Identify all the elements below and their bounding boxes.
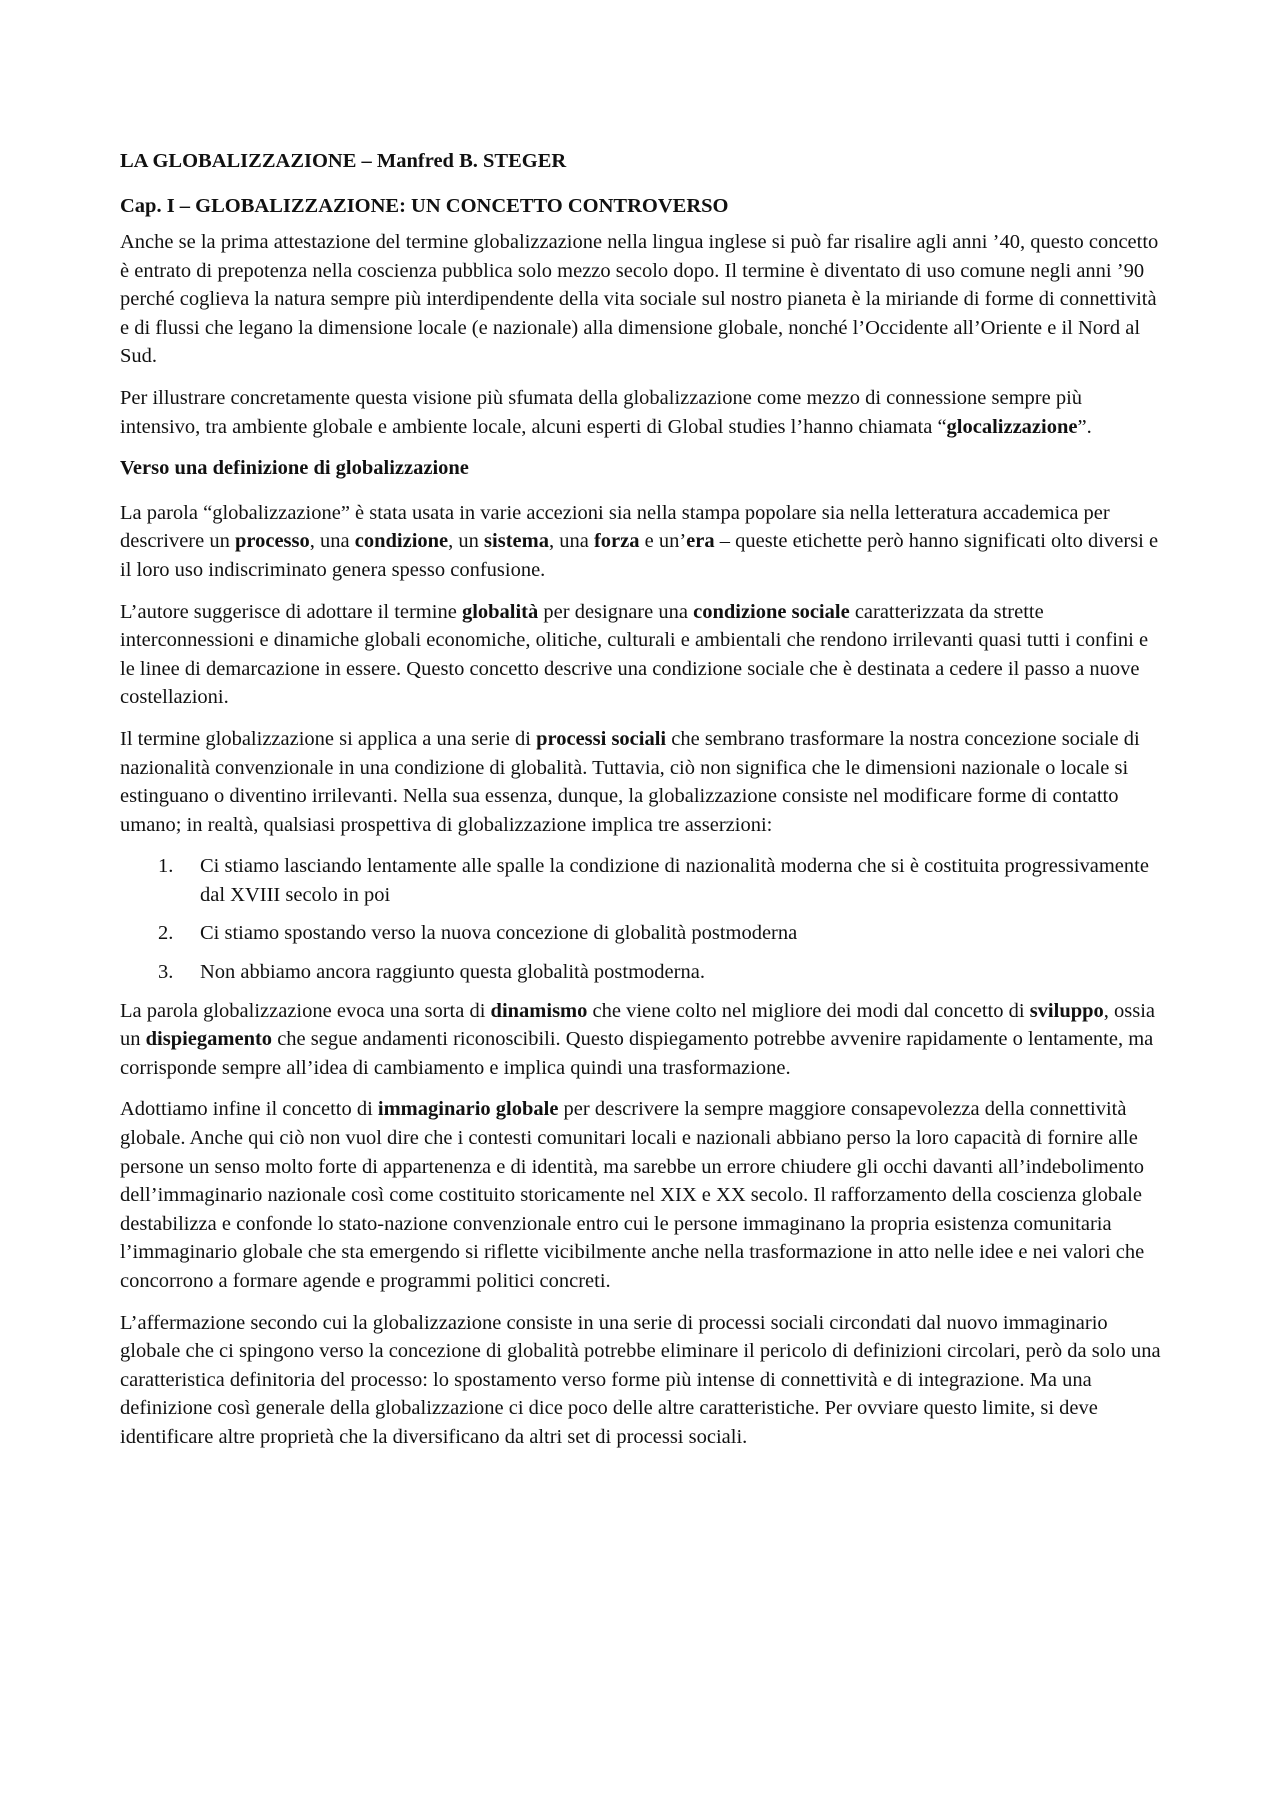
- bold-term: glocalizzazione: [946, 415, 1078, 438]
- text-span: per designare una: [538, 600, 694, 623]
- text-span: , una: [548, 530, 594, 553]
- bold-term: forza: [593, 530, 640, 553]
- text-span: che viene colto nel migliore dei modi dal concetto di: [587, 999, 1030, 1022]
- numbered-list: [120, 852, 1165, 986]
- text-span: , una: [309, 530, 355, 553]
- paragraph-1: Anche se la prima attestazione del termine globalizzazione nella lingua inglese si può far risalire agli anni ’40, questo concetto è entrato di prepotenza nella coscienza pubblica solo mezzo secolo dopo. Il termine è diventato di uso comune negli anni ’90 perché coglieva la natura sempre più interdipendente della vita sociale sul nostro pianeta è la miriande di forme di connettività e di flussi che legano la dimensione locale (e nazionale) alla dimensione globale, nonché l’Occidente all’Oriente e il Nord al Sud.: [120, 231, 1159, 368]
- bold-term: globalità: [461, 600, 539, 623]
- bold-term: condizione: [354, 530, 449, 553]
- bold-term: dinamismo: [490, 999, 588, 1022]
- bold-term: processo: [234, 530, 310, 553]
- list-number: 3.: [158, 961, 174, 984]
- paragraph-3: [120, 499, 1165, 585]
- list-item-text: Non abbiamo ancora raggiunto questa globalità postmoderna.: [200, 961, 705, 984]
- list-item-text: Ci stiamo lasciando lentamente alle spalle la condizione di nazionalità moderna che si è costituita progressivamente dal XVIII secolo in poi: [200, 855, 1149, 906]
- bold-term: processi sociali: [536, 727, 667, 750]
- bold-term: sistema: [484, 530, 549, 553]
- bold-term: immaginario globale: [377, 1098, 559, 1121]
- list-item: [120, 852, 1165, 909]
- bold-term: dispiegamento: [145, 1028, 273, 1051]
- text-span: L’autore suggerisce di adottare il termine: [120, 600, 462, 623]
- list-item: [120, 919, 1165, 948]
- paragraph-6: [120, 997, 1165, 1083]
- text-span: La parola “globalizzazione” è stata usata in varie accezioni sia nella stampa popolare sia nella letteratura accademica per descrivere un: [120, 501, 1110, 553]
- list-item-text: Ci stiamo spostando verso la nuova concezione di globalità postmoderna: [200, 922, 798, 945]
- text-span: Per illustrare concretamente questa visione più sfumata della globalizzazione come mezzo di connessione sempre più intensivo, tra ambiente globale e ambiente locale, alcuni esperti di Global studies l’hanno chiamata “: [120, 386, 1083, 438]
- text-span: , un: [448, 530, 485, 553]
- document-page: [120, 147, 1165, 1465]
- text-span: ”.: [1077, 415, 1092, 438]
- text-span: e un’: [639, 530, 687, 553]
- text-span: Il termine globalizzazione si applica a una serie di: [120, 727, 537, 750]
- paragraph-4: [120, 598, 1165, 712]
- section-heading: Verso una definizione di globalizzazione: [120, 457, 469, 480]
- text-span: che segue andamenti riconoscibili. Questo dispiegamento potrebbe avvenire rapidamente o lentamente, ma corrisponde sempre all’idea di cambiamento e implica quindi una trasformazione.: [120, 1028, 1154, 1079]
- bold-term: sviluppo: [1029, 999, 1104, 1022]
- bold-term: condizione sociale: [693, 600, 850, 623]
- text-span: che sembrano trasformare la nostra concezione sociale di nazionalità convenzionale in una condizione di globalità. Tuttavia, ciò non significa che le dimensioni nazionale o locale si estinguano o diventino irrilevanti. Nella sua essenza, dunque, la globalizzazione consiste nel modificare forme di contatto umano; in realtà, qualsiasi prospettiva di globalizzazione implica tre asserzioni:: [120, 727, 1140, 836]
- text-span: La parola globalizzazione evoca una sorta di: [120, 999, 491, 1022]
- paragraph-5: [120, 725, 1165, 839]
- paragraph-8: L’affermazione secondo cui la globalizzazione consiste in una serie di processi sociali circondati dal nuovo immaginario globale che ci spingono verso la concezione di globalità potrebbe eliminare il pericolo di definizioni circolari, però da solo una caratteristica definitoria del processo: lo spostamento verso forme più intense di connettività e di integrazione. Ma una definizione così generale della globalizzazione ci dice poco delle altre caratteristiche. Per ovviare questo limite, si deve identificare altre proprietà che la diversificano da altri set di processi sociali.: [120, 1311, 1161, 1448]
- paragraph-7: [120, 1095, 1165, 1295]
- list-number: 2.: [158, 922, 174, 945]
- text-span: per descrivere la sempre maggiore consapevolezza della connettività globale. Anche qui ciò non vuol dire che i contesti comunitari locali e nazionali abbiano perso la loro capacità di fornire alle persone un senso molto forte di appartenenza e di identità, ma sarebbe un errore chiudere gli occhi davanti all’indebolimento dell’immaginario nazionale così come costituito storicamente nel XIX e XX secolo. Il rafforzamento della coscienza globale destabilizza e confonde lo stato-nazione convenzionale entro cui le persone immaginano la propria esistenza comunitaria l’immaginario globale che sta emergendo si riflette vicibilmente anche nella trasformazione in atto nelle idee e nei valori che concorrono a formare agende e programmi politici concreti.: [120, 1098, 1145, 1292]
- bold-term: era: [686, 530, 715, 553]
- text-span: , ossia un: [120, 999, 1156, 1051]
- document-title: LA GLOBALIZZAZIONE – Manfred B. STEGER: [120, 150, 567, 172]
- list-item: [120, 958, 1165, 987]
- text-span: – queste etichette però hanno significati olto diversi e il loro uso indiscriminato genera spesso confusione.: [120, 530, 1159, 581]
- text-span: Adottiamo infine il concetto di: [120, 1098, 378, 1121]
- paragraph-2: [120, 384, 1165, 441]
- chapter-title: Cap. I – GLOBALIZZAZIONE: UN CONCETTO CONTROVERSO: [120, 195, 729, 217]
- text-span: caratterizzata da strette interconnessioni e dinamiche globali economiche, olitiche, culturali e ambientali che rendono irrilevanti quasi tutti i confini e le linee di demarcazione in essere. Questo concetto descrive una condizione sociale che è destinata a cedere il passo a nuove costellazioni.: [120, 600, 1149, 709]
- list-number: 1.: [158, 855, 174, 878]
